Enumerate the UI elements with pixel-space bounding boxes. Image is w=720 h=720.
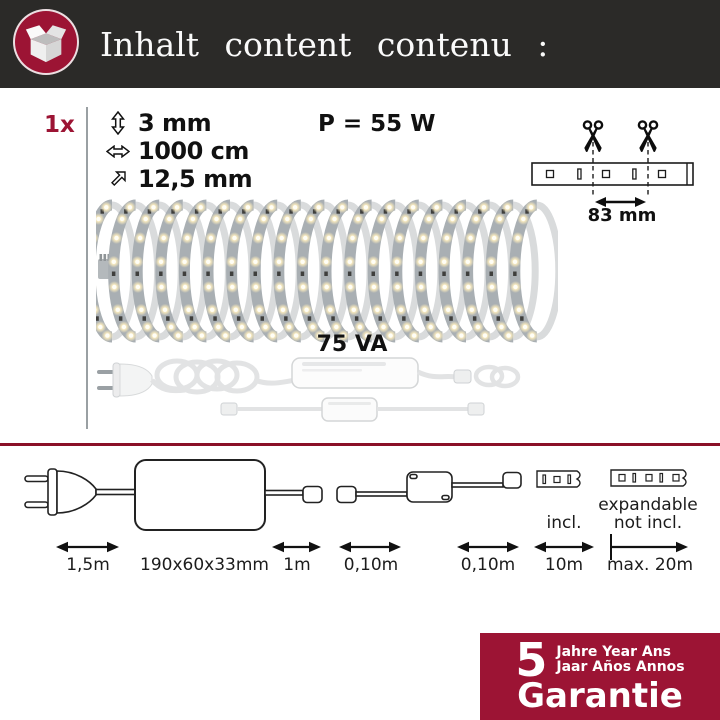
cut-length-label: 83 mm [587,205,657,226]
led-strip-coil-photo [96,197,558,345]
dim-label-connector-cable-2: 0,10m [460,555,516,575]
spec-value: 1000 cm [138,137,249,165]
transformer-rating-label: 75 VA [316,332,388,357]
connector-drawing [503,473,521,489]
spec-value: 12,5 mm [138,165,253,193]
spec-value: 3 mm [138,109,212,137]
content-logo-badge [13,9,79,75]
scissors-icon [584,121,602,151]
header-bar [0,0,720,88]
warranty-title: Garantie [517,676,683,716]
output-cable [418,367,518,386]
included-note: incl. [546,513,582,533]
expandable-note [598,496,698,532]
led-driver-box [292,358,418,388]
connector-drawing [303,487,322,503]
quantity-label: 1x [44,112,75,138]
arrow-diagonal-icon [106,171,130,187]
strip-included-drawing [537,471,580,487]
warranty-line2: Jaar Años Annos [556,659,685,675]
connector-cable-drawing [452,483,503,487]
mains-plug [97,363,152,397]
strip-expandable-drawing [611,470,686,486]
connector-cable-drawing [356,492,407,496]
warranty-badge [480,633,720,720]
vertical-divider [86,107,88,429]
driver-box-drawing [135,460,265,530]
warranty-top-row [515,633,685,687]
dim-label-mains-cable: 1,5m [66,555,110,575]
section-divider [0,443,720,446]
inline-controller [221,398,484,421]
open-box-icon [23,19,69,65]
warranty-years: 5 [515,633,548,687]
page-title: Inhalt content contenu : [100,24,549,64]
scissors-icon [639,121,657,151]
spec-row-width [106,167,252,191]
power-rating-label: P = 55 W [318,111,436,137]
dim-label-driver-size: 190x60x33mm [140,555,269,575]
controller-box-drawing [407,472,452,502]
spec-row-height [106,111,252,135]
dim-label-strip-included: 10m [544,555,584,575]
output-cable-drawing [265,491,303,496]
arrow-leftright-icon [106,145,130,158]
spec-list [106,111,252,191]
expandable-note-line2: not incl. [613,513,683,533]
dim-label-strip-max: max. 20m [606,555,694,575]
led-strip-outline [532,163,693,185]
warranty-line1: Jahre Year Ans [556,643,671,660]
spec-row-length [106,139,252,163]
arrow-updown-icon [106,111,130,135]
plug-drawing [25,469,135,515]
dim-label-connector-cable-1: 0,10m [343,555,399,575]
driver-and-controller-photo [95,350,535,432]
coiled-cable [152,361,307,392]
connector-drawing [337,487,356,503]
expandable-note-line1: expandable [598,495,698,515]
dim-label-output-cable: 1m [283,555,311,575]
warranty-languages [556,645,684,676]
